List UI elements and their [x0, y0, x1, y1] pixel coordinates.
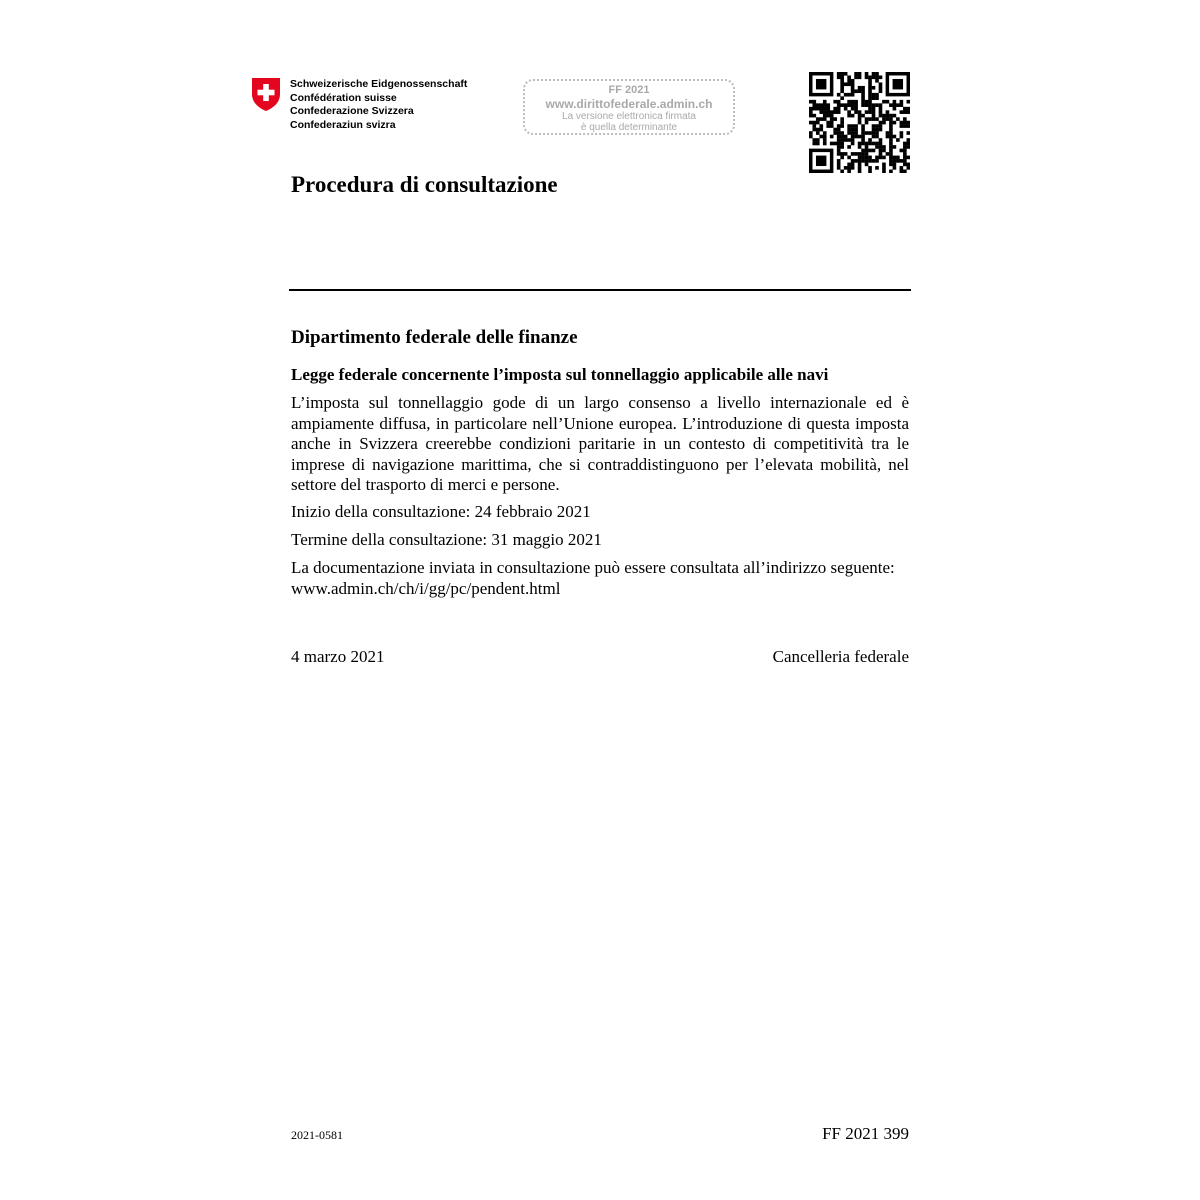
document-number: 2021-0581: [291, 1128, 343, 1142]
department-heading: Dipartimento federale delle finanze: [291, 327, 578, 348]
stamp-line-3: La versione elettronica firmata: [562, 111, 696, 122]
stamp-line-2: www.dirittofederale.admin.ch: [545, 97, 713, 111]
confederation-name: [290, 78, 467, 132]
confederation-name-fr: Confédération suisse: [290, 91, 397, 104]
subject-heading: Legge federale concernente l’imposta sul tonnellaggio applicabile alle navi: [291, 365, 829, 384]
qr-code-icon: [809, 72, 910, 173]
page-title: Procedura di consultazione: [291, 172, 558, 197]
stamp-line-4: è quella determinante: [580, 122, 678, 133]
issuer-name: Cancelleria federale: [772, 647, 909, 666]
consultation-end: Termine della consultazione: 31 maggio 2021: [291, 530, 602, 549]
description-paragraph: L’imposta sul tonnellaggio gode di un largo consenso a livello internazionale ed è ampiamente diffusa, in particolare nell’Unione europea. L’introduzione di questa imposta anche in Svizzera creerebbe condizioni paritarie in un contesto di competitività tra le imprese di navigazione marittima, che si contraddistinguono per l’elevata mobilità, nel settore del trasporto di merci e persone.: [291, 393, 909, 494]
confederation-name-de: Schweizerische Eidgenossenschaft: [290, 78, 468, 90]
confederation-logo: [250, 76, 467, 132]
horizontal-divider: [289, 289, 911, 291]
confederation-name-it: Confederazione Svizzera: [290, 105, 414, 117]
stamp-line-1: FF 2021: [608, 84, 650, 96]
document-date: 4 marzo 2021: [291, 647, 385, 666]
swiss-cross-icon: [250, 76, 282, 112]
documentation-link-text: La documentazione inviata in consultazione può essere consultata all’indirizzo seguente: www.admin.ch/ch/i/gg/pc/pendent.html: [291, 558, 895, 598]
confederation-name-rm: Confederaziun svizra: [290, 118, 396, 131]
publication-reference: FF 2021 399: [822, 1124, 909, 1143]
consultation-start: Inizio della consultazione: 24 febbraio 2021: [291, 502, 591, 521]
electronic-version-stamp: [523, 79, 735, 135]
